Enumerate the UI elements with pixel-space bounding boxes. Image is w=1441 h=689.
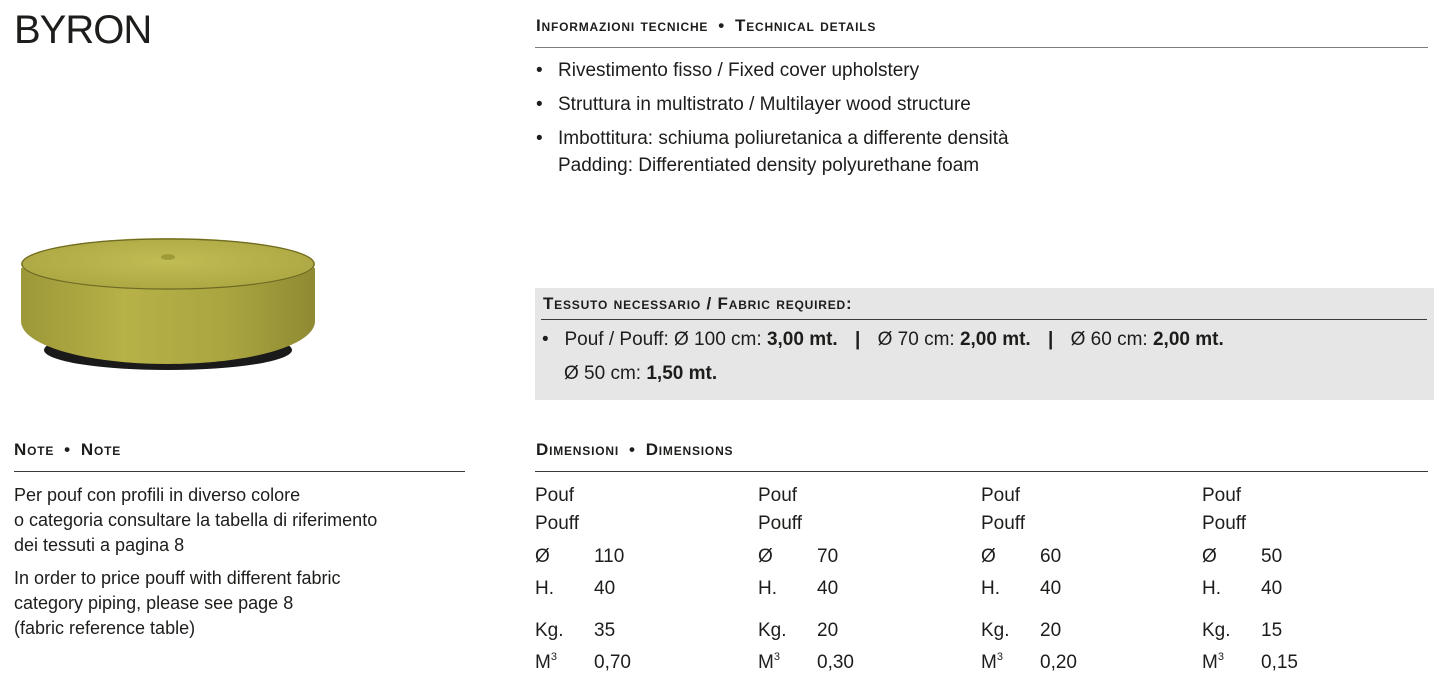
product-image [18, 226, 318, 386]
dimensions-heading-it: Dimensioni [536, 440, 619, 459]
dimension-name-en: Pouff [758, 513, 803, 534]
diameter-label: Ø [535, 546, 550, 567]
volume-label [1202, 652, 1261, 674]
diameter-value: 70 [817, 546, 839, 567]
dimension-column [981, 482, 1181, 673]
pouf-illustration [18, 226, 318, 386]
fabric-divider [541, 319, 1427, 320]
dimension-height-row [981, 578, 1061, 600]
technical-item [536, 125, 1416, 179]
dimension-weight-row [981, 620, 1061, 642]
fabric-label: Ø 70 cm: [877, 329, 955, 350]
note-text-it [14, 483, 465, 558]
volume-label-sup: 3 [1217, 651, 1224, 663]
fabric-label: Pouf / Pouff: Ø 100 cm: [564, 329, 762, 350]
volume-value: 0,30 [817, 652, 854, 673]
technical-item [536, 91, 1416, 118]
technical-list [536, 57, 1416, 186]
weight-value: 20 [817, 620, 839, 641]
technical-heading-it: Informazioni tecniche [536, 16, 709, 35]
dimension-diameter-row [981, 546, 1061, 568]
fabric-required-box [535, 288, 1434, 400]
diameter-value: 60 [1040, 546, 1062, 567]
diameter-value: 50 [1261, 546, 1283, 567]
weight-value: 35 [594, 620, 616, 641]
note-line: (fabric reference table) [14, 618, 196, 638]
technical-divider [535, 47, 1428, 48]
fabric-separator: | [854, 329, 861, 350]
volume-label-sup: 3 [773, 651, 780, 663]
dimension-column [535, 482, 735, 673]
dimension-height-row [758, 578, 838, 600]
height-value: 40 [1040, 578, 1062, 599]
dimension-volume-row [535, 652, 631, 674]
fabric-heading: Tessuto necessario / Fabric required: [543, 294, 853, 313]
technical-details-heading [536, 16, 876, 36]
dimension-height-row [1202, 578, 1282, 600]
diameter-value: 110 [594, 546, 625, 567]
height-value: 40 [817, 578, 839, 599]
dimension-name-it: Pouf [1202, 485, 1242, 506]
dimension-name-it: Pouf [981, 485, 1021, 506]
height-label: H. [1202, 578, 1221, 599]
dimension-volume-row [758, 652, 854, 674]
dimension-name-it: Pouf [535, 485, 575, 506]
volume-label-sup: 3 [996, 651, 1003, 663]
height-label: H. [758, 578, 777, 599]
dimension-weight-row [1202, 620, 1282, 642]
note-line: In order to price pouff with different fabric [14, 568, 341, 588]
dimension-name-en: Pouff [1202, 513, 1247, 534]
fabric-label: Ø 50 cm: [564, 363, 642, 384]
technical-item [536, 57, 1416, 84]
note-heading-it: Note [14, 440, 55, 459]
weight-value: 15 [1261, 620, 1283, 641]
dimensions-heading-en: Dimensions [645, 440, 734, 459]
heading-separator: • [628, 440, 636, 459]
diameter-label: Ø [981, 546, 996, 567]
volume-label-text: M [981, 652, 997, 673]
height-label: H. [535, 578, 554, 599]
fabric-value: 1,50 mt. [646, 363, 718, 384]
weight-label: Kg. [758, 620, 787, 641]
weight-label: Kg. [1202, 620, 1231, 641]
volume-label [981, 652, 1040, 674]
dimension-name-it: Pouf [758, 485, 798, 506]
weight-label: Kg. [981, 620, 1010, 641]
volume-label [535, 652, 594, 674]
fabric-value: 2,00 mt. [1152, 329, 1224, 350]
technical-item-text-en: Padding: Differentiated density polyurethane foam [558, 155, 980, 176]
dimensions-divider [535, 471, 1428, 472]
height-value: 40 [594, 578, 616, 599]
fabric-bullet: • [542, 329, 549, 350]
dimension-name-en: Pouff [981, 513, 1026, 534]
note-divider [14, 471, 465, 472]
volume-label [758, 652, 817, 674]
volume-label-sup: 3 [550, 651, 557, 663]
volume-label-text: M [758, 652, 774, 673]
note-heading [14, 440, 121, 460]
heading-separator: • [64, 440, 71, 459]
fabric-separator: | [1048, 329, 1054, 350]
product-title: BYRON [14, 8, 152, 52]
note-line: category piping, please see page 8 [14, 593, 294, 613]
height-value: 40 [1261, 578, 1283, 599]
volume-value: 0,15 [1261, 652, 1298, 673]
technical-item-text: Struttura in multistrato / Multilayer wood structure [558, 94, 971, 115]
fabric-line-1 [542, 323, 1224, 357]
fabric-label: Ø 60 cm: [1070, 329, 1148, 350]
diameter-label: Ø [1202, 546, 1217, 567]
weight-value: 20 [1040, 620, 1062, 641]
dimension-diameter-row [758, 546, 838, 568]
dimension-column [758, 482, 958, 673]
dimension-weight-row [535, 620, 615, 642]
dimension-diameter-row [535, 546, 624, 568]
height-label: H. [981, 578, 1000, 599]
volume-label-text: M [1202, 652, 1218, 673]
volume-value: 0,20 [1040, 652, 1077, 673]
technical-item-text: Imbottitura: schiuma poliuretanica a differente densità [558, 128, 1009, 149]
dimension-volume-row [981, 652, 1077, 674]
dimension-volume-row [1202, 652, 1298, 674]
note-text-en [14, 566, 465, 641]
note-heading-en: Note [80, 440, 122, 459]
dimension-name-en: Pouff [535, 513, 580, 534]
technical-heading-en: Technical details [735, 16, 877, 35]
dimension-column [1202, 482, 1402, 673]
volume-label-text: M [535, 652, 551, 673]
note-line: dei tessuti a pagina 8 [14, 535, 185, 555]
note-line: o categoria consultare la tabella di riferimento [14, 510, 378, 530]
volume-value: 0,70 [594, 652, 631, 673]
diameter-label: Ø [758, 546, 773, 567]
fabric-value: 2,00 mt. [959, 329, 1031, 350]
note-body [14, 483, 465, 649]
pouf-button [161, 254, 175, 260]
technical-item-text: Rivestimento fisso / Fixed cover upholstery [558, 60, 920, 81]
dimension-height-row [535, 578, 615, 600]
fabric-value: 3,00 mt. [766, 329, 838, 350]
dimension-diameter-row [1202, 546, 1282, 568]
heading-separator: • [718, 16, 726, 35]
fabric-line-2 [564, 357, 717, 391]
dimensions-heading [536, 440, 733, 460]
note-line: Per pouf con profili in diverso colore [14, 485, 301, 505]
dimension-weight-row [758, 620, 838, 642]
weight-label: Kg. [535, 620, 564, 641]
